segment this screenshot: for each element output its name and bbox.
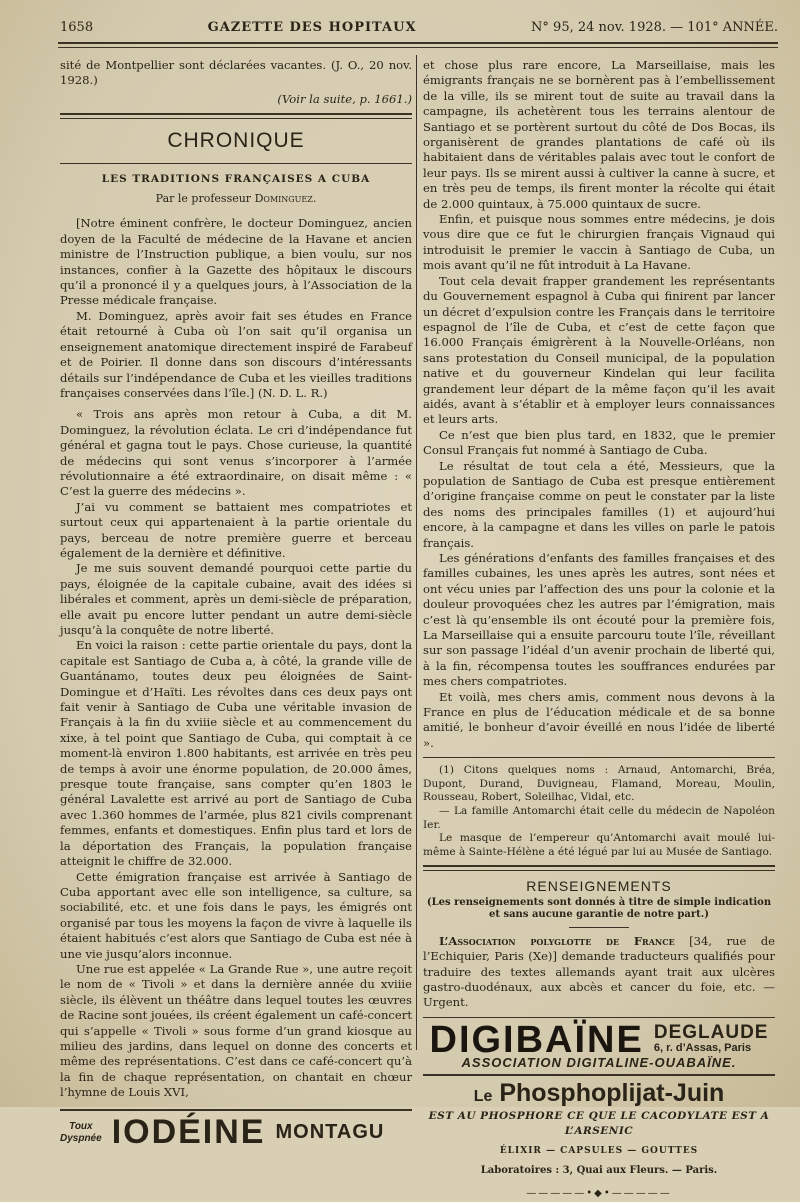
footnote: (1) Citons quelques noms : Arnaud, Antomarchi, Bréa, Dupont, Durand, Duvigneau, Flamand, Moreau, Moulin, Rousseau, Robert, Soleilhac, Vidal, etc.	[423, 764, 775, 804]
article-paragraph: Et voilà, mes chers amis, comment nous devons à la France en plus de l’éducation médicale et de sa bonne amitié, le bonheur d’avoir éveillé en nous l’idée de liberté ».	[423, 689, 775, 750]
renseignements-title: RENSEIGNEMENTS	[526, 878, 672, 895]
short-rule	[569, 927, 629, 928]
ad-rule	[60, 1109, 412, 1111]
article-paragraph: et chose plus rare encore, La Marseillaise, mais les émigrants français ne se bornèrent pas à l’embellissement de la ville, ils se mirent tout de suite au travail dans la campagne, ils achetèrent tous les terrains alentour de Santiago et se portèrent surtout du côté de Dos Bocas, ils organisèrent de grandes plantations de café où ils habitaient dans de véritables palais avec tout le confort de leur pays. Ils se mirent aussi à cultiver la canne à sucre, et en très peu de temps, ils firent monter la récolte qui était de 2.000 quintaux, à 75.000 quintaux de sucre.	[423, 58, 775, 211]
right-column	[423, 58, 775, 1202]
section-rule-bottom	[60, 163, 412, 164]
article-paragraph: J’ai vu comment se battaient mes compatriotes et surtout ceux qui appartenaient à la partie orientale du pays, berceau de notre première guerre et berceau également de la dernière et définitive.	[60, 499, 412, 560]
phosphoplijat-brand: Phosphoplijat-Juin	[499, 1079, 725, 1108]
journal-title: GAZETTE DES HOPITAUX	[207, 20, 417, 35]
article-paragraph: M. Dominguez, après avoir fait ses études en France était retourné à Cuba où l’on sait qu’il organisa un enseignement anatomique directement inspiré de Farabeuf et de Poirier. Il donne dans son discours d’intéressants détails sur l’indépendance de Cuba et les vieilles traditions françaises conservées dans l’île.] (N. D. L. R.)	[60, 308, 412, 400]
digibaine-association: ASSOCIATION DIGITALINE-OUABAÏNE.	[461, 1054, 737, 1070]
article-paragraph: Enfin, et puisque nous sommes entre médecins, je dois vous dire que ce fut le chirurgien français Vignaud qui introduisit le premier le vaccin à Santiago de Cuba, un mois avant qu’il ne fût introduit à La Havane.	[423, 212, 775, 273]
footnote-rule	[423, 757, 775, 758]
article-paragraph: Ce n’est que bien plus tard, en 1832, que le premier Consul Français fut nommé à Santiago de Cuba.	[423, 427, 775, 458]
iodeine-indications: Toux Dyspnée	[60, 1120, 102, 1144]
issue-info: N° 95, 24 nov. 1928. — 101° ANNÉE.	[531, 20, 778, 35]
rens-rule	[423, 865, 775, 867]
byline-author: Dominguez.	[254, 192, 317, 206]
phosphoplijat-tagline: EST AU PHOSPHORE CE QUE LE CACODYLATE EST A L’ARSENIC	[428, 1109, 770, 1138]
article-paragraph: Tout cela devait frapper grandement les représentants du Gouvernement espagnol à Cuba qui finirent par lancer un décret d’expulsion contre les Français dans le territoire espagnol de l’île de Cuba, et c’est de cette façon que 16.000 Français émigrèrent à la Nouvelle-Orléans, non sans protestation du Conseil municipal, de la population native et du gouverneur Kindelan qui leur facilita grandement leur départ de la même façon qu’il les avait aidés, avant à s’établir et à employer leurs connaissances et leurs arts.	[423, 273, 775, 427]
section-rule-thin	[60, 118, 412, 119]
renseignements-text	[423, 934, 775, 1011]
header-rule	[58, 42, 778, 44]
article-paragraph: [Notre éminent confrère, le docteur Dominguez, ancien doyen de la Faculté de médecine de la Havane et ancien ministre de l’Instruction publique, a bien voulu, sur nos instances, confier à la Gazette des hôpitaux le discours qu’il a prononcé il y a quelques jours, à l’Association de la Presse médicale française.	[60, 216, 412, 308]
renseignements-note: (Les renseignements sont donnés à titre de simple indication et sans aucune garantie de notre part.)	[426, 896, 772, 920]
article-paragraph: Cette émigration française est arrivée à Santiago de Cuba apportant avec elle son intelligence, sa culture, sa sociabilité, etc. et une fois dans le pays, les émigrés ont organisé par tous les moyens la façon de vivre à laquelle ils étaient habitués c’est alors que Santiago de Cuba est née à une vie jusqu’alors inconnue.	[60, 869, 412, 961]
digibaine-advert	[423, 1018, 775, 1061]
section-rule	[60, 113, 412, 115]
association-request: [34, rue de l’Echiquier, Paris (Xe)] demande traducteurs qualifiés pour traduire des textes allemands ayant trait aux ulcères gastro-duodénaux, aux abcès et cancer du foie, etc. — Urgent.	[423, 933, 775, 1010]
article-paragraph: Les générations d’enfants des familles françaises et des familles cubaines, les unes après les autres, sont nées et ont vécu unies par l’affection des uns pour la colonie et la douleur provoquées chez les autres par l’émigration, mais c’est là qu’ensemble ils ont écouté pour la première fois, La Marseillaise qui a ensuite parcouru toute l’île, réveillant sur son passage l’idéal d’un avenir prochain de liberté qui, à la fin, récompensa toutes les souffrances endurées par mes chers compatriotes.	[423, 551, 775, 689]
article-paragraph: « Trois ans après mon retour à Cuba, a dit M. Dominguez, la révolution éclata. Le cri d’indépendance fut général et gagna tout le pays. Chose curieuse, la quantité de médecins qui sont venus s’incorporer à l’armée révolutionnaire a été extraordinaire, on disait même : « C’est la guerre des médecins ».	[60, 407, 412, 499]
ad-rule	[423, 1074, 775, 1076]
article-paragraph: Je me suis souvent demandé pourquoi cette partie du pays, éloignée de la capitale cubaine, avait des idées si libérales et comment, après un demi-siècle de préparation, elle avait pu encore lutter pendant un autre demi-siècle jusqu’à la conquête de notre liberté.	[60, 561, 412, 637]
iodeine-advert	[60, 1112, 412, 1151]
article-title: LES TRADITIONS FRANÇAISES A CUBA	[101, 172, 371, 185]
article-paragraph: En voici la raison : cette partie orientale du pays, dont la capitale est Santiago de Cuba a, à côté, la grande ville de Guantánamo, toutes deux peu éloignées de Saint-Domingue et d’Haïti. Les révoltes dans ces deux pays ont fait venir à Santiago de Cuba une véritable invasion de Français à la fin du xviiie siècle et au commencement du xixe, à tel point que Santiago de Cuba, qui comptait à ce moment-là environ 1.800 habitants, est arrivée en très peu de temps à avoir une énorme population, de 20.000 âmes, presque toute française, sans compter qu’en 1803 le général Lavalette est arrivé au port de Santiago de Cuba avec 1.360 hommes de l’armée, plus 821 civils comprenant femmes, enfants et domestiques. Enfin plus tard et lors de la déportation des Français, la population française atteignit le chiffre de 32.000.	[60, 638, 412, 869]
opening-text: sité de Montpellier sont déclarées vacantes. (J. O., 20 nov. 1928.)	[60, 58, 412, 88]
rens-rule-thin	[423, 870, 775, 871]
ornament-divider: —————•◆•—————	[526, 1188, 672, 1200]
footnote: Le masque de l’empereur qu’Antomarchi avait moulé lui-même à Sainte-Hélène a été légué par lui au Musée de Santiago.	[423, 832, 775, 858]
byline	[60, 191, 412, 206]
article-paragraph: Une rue est appelée « La Grande Rue », une autre reçoit le nom de « Tivoli » et dans la dernière année du xviiie siècle, ils élèvent un théâtre dans lequel toutes les œuvres de Racine sont jouées, ils créent également un café-concert qui s’appelle « Tivoli » sous forme d’un grand kiosque au milieu des jardins, dans lequel on donne des concerts et même des représentations. C’est dans ce café-concert qu’à la fin de chaque représentation, on chantait en chœur l’hymne de Louis XVI,	[60, 961, 412, 1100]
phosphoplijat-article: Le	[473, 1088, 493, 1106]
ad-rule	[423, 1017, 775, 1018]
phosphoplijat-laboratory: Laboratoires : 3, Quai aux Fleurs. — Paris.	[480, 1164, 718, 1176]
footnotes	[423, 764, 775, 859]
digibaine-maker-block	[653, 1021, 769, 1055]
phosphoplijat-forms: ÉLIXIR — CAPSULES — GOUTTES	[499, 1145, 699, 1156]
continued-note: (Voir la suite, p. 1661.)	[277, 91, 412, 106]
iodeine-maker: MONTAGU	[275, 1120, 385, 1143]
page-header	[60, 20, 778, 38]
digibaine-brand: DIGIBAÏNE	[429, 1018, 644, 1061]
page-number: 1658	[60, 20, 94, 35]
digibaine-maker: DEGLAUDE	[653, 1021, 769, 1043]
digibaine-address: 6, r. d’Assas, Paris	[653, 1041, 752, 1054]
header-rule-thin	[58, 47, 778, 48]
iodeine-brand: IODÉINE	[111, 1112, 266, 1151]
footnote: — La famille Antomarchi était celle du médecin de Napoléon Ier.	[423, 805, 775, 831]
column-separator	[416, 55, 417, 1050]
association-name: L’Association polyglotte de France	[439, 933, 675, 948]
left-column	[60, 58, 412, 1151]
byline-prefix: Par le professeur	[155, 192, 252, 206]
section-title: CHRONIQUE	[167, 129, 305, 153]
article-paragraph: Le résultat de tout cela a été, Messieurs, que la population de Santiago de Cuba est presque entièrement d’origine française comme on peut le constater par la liste des noms des principales familles (1) et aujourd’hui encore, à la campagne et dans les villes on parle le patois français.	[423, 458, 775, 550]
phosphoplijat-title	[423, 1079, 775, 1108]
